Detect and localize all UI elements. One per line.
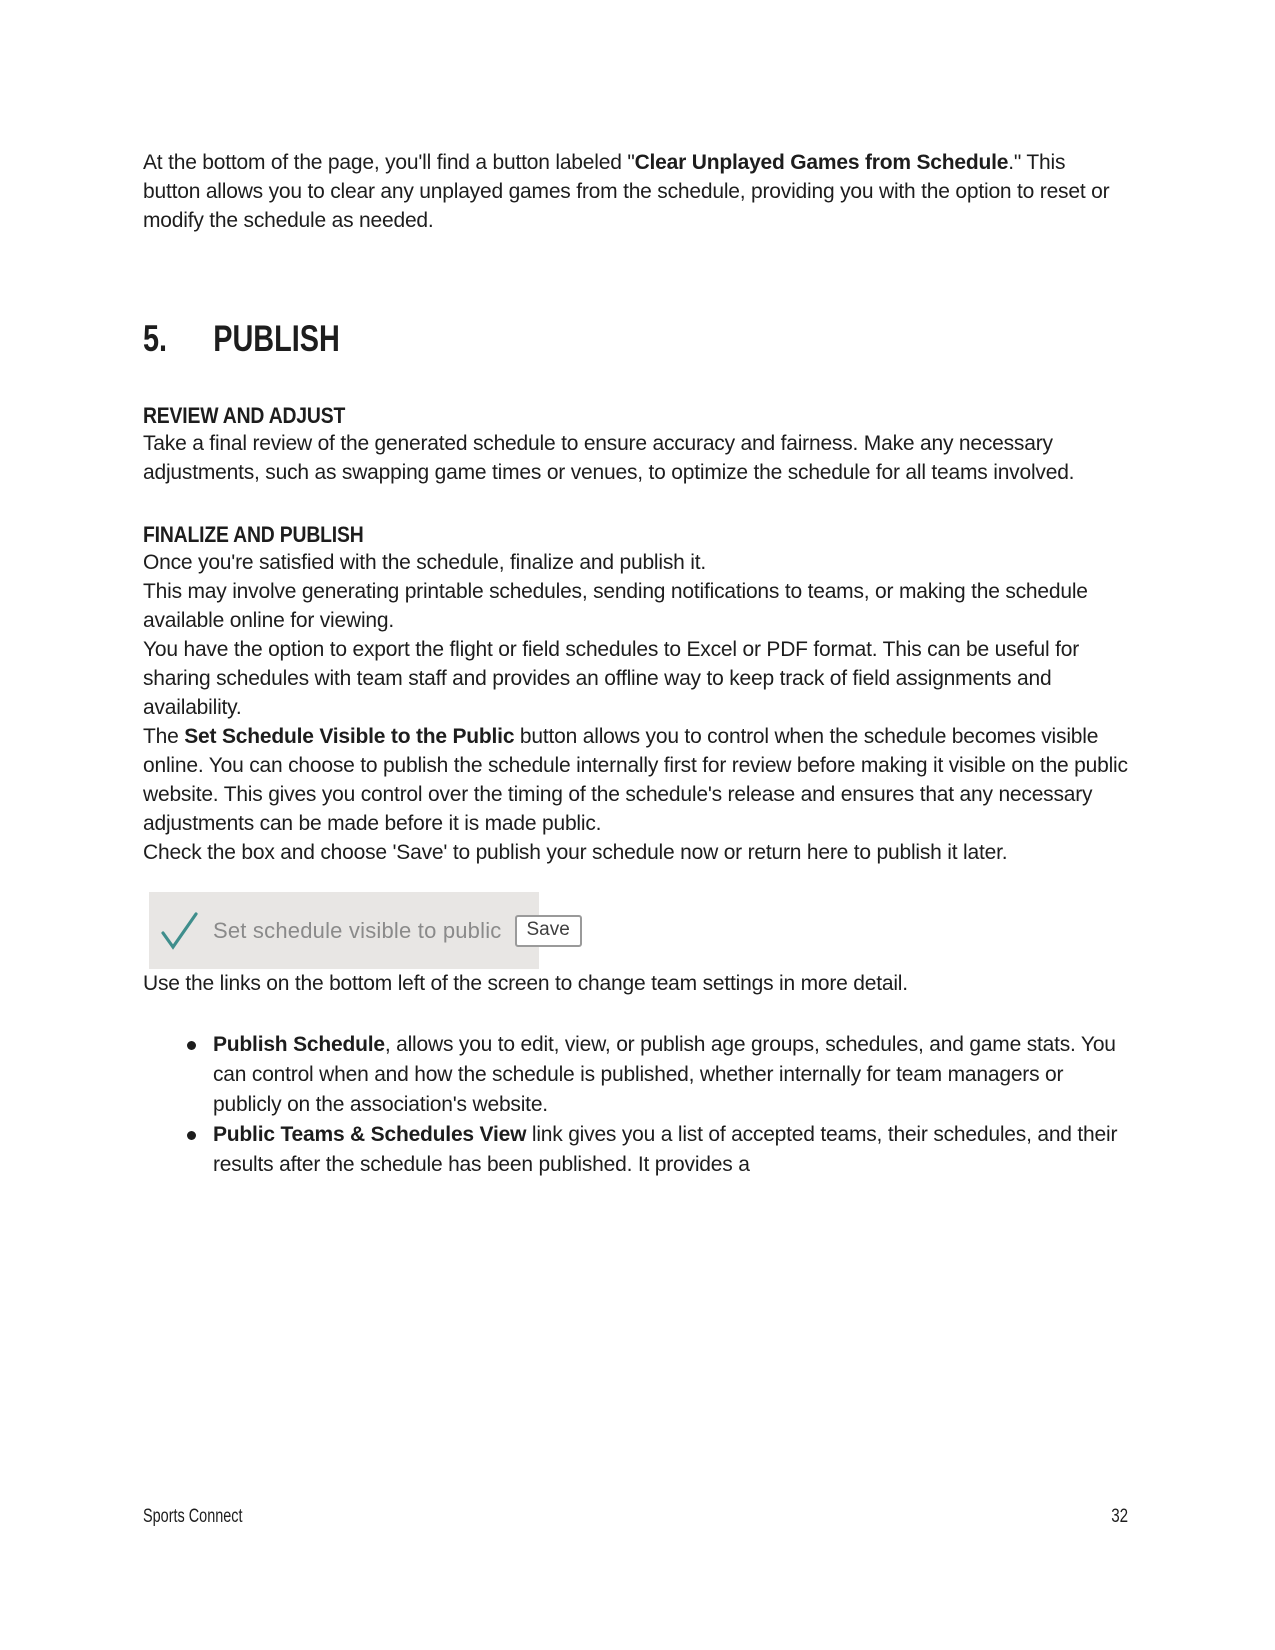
- list-item-text: Public Teams & Schedules View link gives you a list of accepted teams, their schedules, and their results after the schedule has been published. It provides a: [213, 1123, 1118, 1176]
- section-title: PUBLISH: [213, 318, 340, 359]
- paragraph-clear-unplayed-games: At the bottom of the page, you'll find a button labeled "Clear Unplayed Games from Schedule." This button allows you to clear any unplayed games from the schedule, providing you with the option to reset or modify the schedule as needed.: [143, 151, 1110, 232]
- footer-page-number: 32: [1111, 1506, 1128, 1527]
- paragraph-set-schedule-visible: The Set Schedule Visible to the Public button allows you to control when the schedule becomes visible online. You can choose to publish the schedule internally first for review before making it visible on the public website. This gives you control over the timing of the schedule's release and ensures that any necessary adjustments can be made before it is made public.: [143, 725, 1128, 835]
- bullet-icon: [187, 1041, 196, 1050]
- checkmark-icon: [160, 908, 200, 954]
- list-item-publish-schedule: [143, 1030, 1128, 1120]
- list-item-public-teams-schedules-view: [143, 1120, 1128, 1180]
- paragraph-may-involve: This may involve generating printable schedules, sending notifications to teams, or making the schedule available online for viewing.: [143, 580, 1088, 632]
- page-footer: [143, 1506, 1128, 1528]
- embedded-screenshot-publish-checkbox: [149, 892, 570, 969]
- paragraph-use-links: Use the links on the bottom left of the screen to change team settings in more detail.: [143, 972, 908, 995]
- footer-brand: Sports Connect: [143, 1506, 243, 1527]
- paragraph-once-satisfied: Once you're satisfied with the schedule, finalize and publish it.: [143, 551, 707, 574]
- save-button: Save: [515, 915, 582, 947]
- paragraph-check-box-save: Check the box and choose 'Save' to publish your schedule now or return here to publish it later.: [143, 841, 1008, 864]
- paragraph-review: Take a final review of the generated schedule to ensure accuracy and fairness. Make any necessary adjustments, such as swapping game times or venues, to optimize the schedule for all teams involved.: [143, 432, 1075, 484]
- document-content: [143, 0, 1128, 1180]
- subheading-finalize-and-publish: FINALIZE AND PUBLISH: [143, 522, 364, 547]
- checkbox-label: Set schedule visible to public: [213, 917, 502, 943]
- section-heading-publish: [143, 320, 911, 358]
- feature-list: [143, 1030, 1128, 1180]
- list-item-text: Publish Schedule, allows you to edit, view, or publish age groups, schedules, and game stats. You can control when and how the schedule is published, whether internally for team managers or publicly on the association's website.: [213, 1033, 1116, 1116]
- subheading-review-and-adjust: REVIEW AND ADJUST: [143, 403, 346, 428]
- bullet-icon: [187, 1131, 196, 1140]
- paragraph-export-options: You have the option to export the flight or field schedules to Excel or PDF format. This can be useful for sharing schedules with team staff and provides an offline way to keep track of field assignments and availability.: [143, 638, 1080, 719]
- section-number: 5.: [143, 318, 168, 359]
